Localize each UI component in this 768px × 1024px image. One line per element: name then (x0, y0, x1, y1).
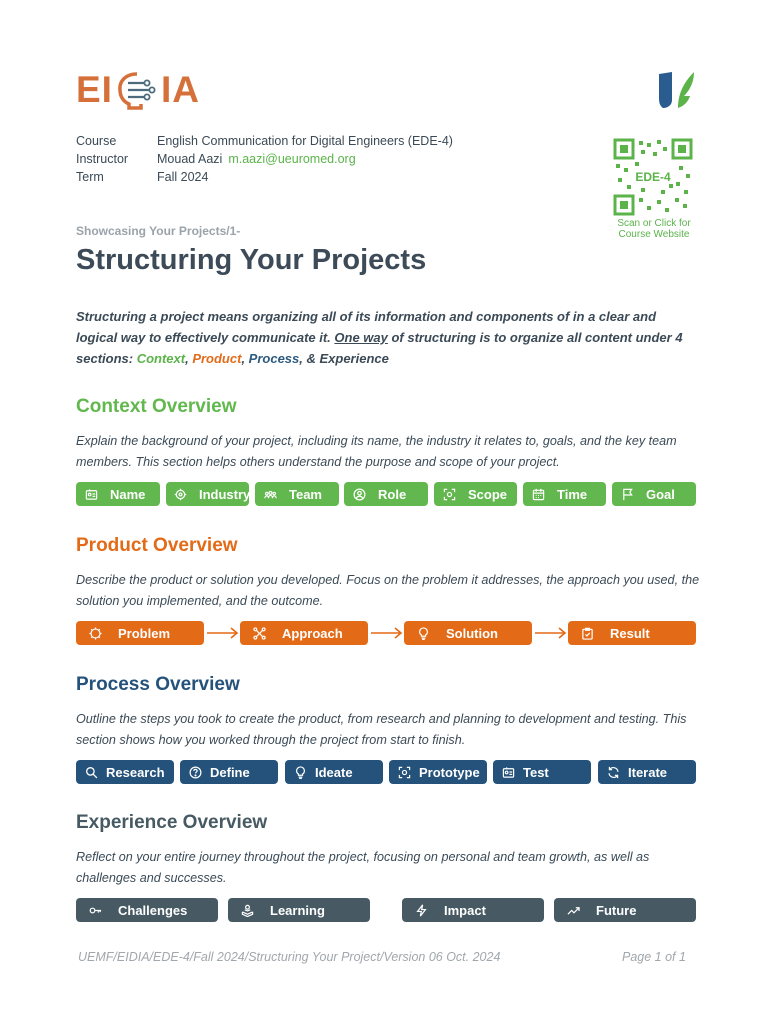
breadcrumb: Showcasing Your Projects/1- (76, 224, 241, 238)
calendar-icon (531, 487, 545, 501)
instructor-value: Mouad Aazi (157, 152, 223, 166)
pill-label: Result (610, 625, 650, 641)
pill-label: Define (210, 764, 250, 780)
process-description: Outline the steps you took to create the product, from research and planning to development and testing. This section shows how you worked through the project from start to finish. (76, 712, 687, 747)
pill-label: Test (523, 764, 549, 780)
id-card-icon (84, 487, 98, 501)
product-result-pill (568, 621, 696, 645)
network-icon (252, 626, 266, 640)
experience-challenges-pill (76, 898, 218, 922)
intro-paragraph (76, 306, 696, 369)
book-icon (240, 903, 254, 917)
key-icon (88, 903, 102, 917)
intro-product: Product (192, 351, 242, 366)
intro-process: Process (248, 351, 300, 366)
intro-text-1: Structuring a project means organizing all of its information and components of in a clear and logical way to effectively communicate it. (76, 309, 657, 345)
cycle-icon (606, 765, 620, 779)
university-logo (656, 70, 696, 110)
pill-label: Time (557, 486, 588, 502)
intro-comma: , (185, 351, 193, 366)
flag-icon (620, 487, 634, 501)
process-heading: Process Overview (76, 674, 240, 695)
target-icon (174, 487, 187, 501)
search-icon (84, 765, 98, 779)
course-label: Course (76, 134, 117, 148)
pill-label: Learning (270, 902, 325, 918)
pill-label: Future (596, 902, 637, 918)
logo-text-right: IA (160, 69, 200, 110)
intro-context: Context (136, 351, 186, 366)
product-approach-pill (240, 621, 368, 645)
experience-impact-pill (402, 898, 544, 922)
product-description: Describe the product or solution you developed. Focus on the problem it addresses, the approach you used, the solution you implemented, and the outcome. (76, 573, 700, 608)
term-row (76, 170, 208, 184)
instructor-email-link[interactable]: m.aazi@ueuromed.org (228, 152, 356, 166)
id-card-icon (501, 765, 515, 779)
instructor-label: Instructor (76, 152, 129, 166)
intro-underline: One way (334, 330, 388, 345)
pill-label: Iterate (628, 764, 668, 780)
pill-label: Approach (282, 625, 343, 641)
clipboard-check-icon (580, 626, 594, 640)
product-heading: Product Overview (76, 535, 238, 556)
user-circle-icon (352, 487, 366, 501)
page-title: Structuring Your Projects (76, 244, 427, 276)
context-heading: Context Overview (76, 396, 237, 417)
process-ideate-pill (285, 760, 383, 784)
course-value: English Communication for Digital Engineers (EDE-4) (157, 134, 453, 148)
experience-heading: Experience Overview (76, 812, 268, 833)
context-name-pill (76, 482, 160, 506)
term-label: Term (76, 170, 104, 184)
intro-comma: , (241, 351, 249, 366)
arrow-right-icon (206, 625, 240, 641)
pill-label: Name (110, 486, 146, 502)
qr-caption (606, 219, 702, 240)
bug-icon (88, 626, 102, 640)
pill-label: Industry (199, 486, 251, 502)
qr-label: EDE-4 (635, 170, 671, 184)
term-value: Fall 2024 (157, 170, 209, 184)
course-row (76, 134, 453, 148)
footer-document-path: UEMF/EIDIA/EDE-4/Fall 2024/Structuring Your Project/Version 06 Oct. 2024 (78, 950, 501, 964)
instructor-row (76, 152, 356, 166)
pill-label: Team (289, 486, 322, 502)
intro-text-2: of structuring is to organize all content under 4 sections: (76, 330, 683, 366)
focus-icon (397, 765, 411, 779)
arrow-right-icon (370, 625, 404, 641)
trend-up-icon (566, 903, 580, 917)
team-icon (263, 487, 277, 501)
qr-caption-line1: Scan or Click for (617, 218, 691, 229)
pill-label: Scope (468, 486, 508, 502)
pill-label: Solution (446, 625, 498, 641)
context-role-pill (344, 482, 428, 506)
process-test-pill (493, 760, 591, 784)
process-define-pill (180, 760, 278, 784)
lightning-icon (414, 903, 428, 917)
experience-learning-pill (228, 898, 370, 922)
context-team-pill (255, 482, 339, 506)
brain-circuit-icon (115, 70, 159, 110)
pill-label: Goal (646, 486, 675, 502)
context-time-pill (523, 482, 606, 506)
lightbulb-icon (293, 765, 307, 779)
pill-label: Challenges (118, 902, 188, 918)
product-problem-pill (76, 621, 204, 645)
pill-label: Role (378, 486, 407, 502)
process-research-pill (76, 760, 174, 784)
arrow-right-icon (534, 625, 568, 641)
qr-caption-line2: Course Website (618, 228, 690, 240)
focus-icon (442, 487, 456, 501)
process-prototype-pill (389, 760, 487, 784)
context-industry-pill (166, 482, 249, 506)
lightbulb-icon (416, 626, 430, 640)
pill-label: Ideate (315, 764, 353, 780)
pill-label: Research (106, 764, 165, 780)
footer-page-number: Page 1 of 1 (622, 950, 686, 964)
process-iterate-pill (598, 760, 696, 784)
intro-text-3: , & Experience (299, 351, 389, 366)
experience-description: Reflect on your entire journey throughout the project, focusing on personal and team growth, as well as challenges and successes. (76, 850, 650, 885)
context-goal-pill (612, 482, 696, 506)
logo-text-left: EI (76, 69, 113, 110)
question-circle-icon (188, 765, 202, 779)
context-description: Explain the background of your project, including its name, the industry it relates to, goals, and the key team members. This section helps others understand the purpose and scope of your project. (76, 434, 677, 469)
course-qr-code[interactable] (613, 138, 693, 216)
context-scope-pill (434, 482, 517, 506)
experience-future-pill (554, 898, 696, 922)
pill-label: Impact (444, 902, 486, 918)
pill-label: Problem (118, 625, 171, 641)
pill-label: Prototype (419, 764, 480, 780)
product-solution-pill (404, 621, 532, 645)
eidia-logo (76, 70, 200, 110)
